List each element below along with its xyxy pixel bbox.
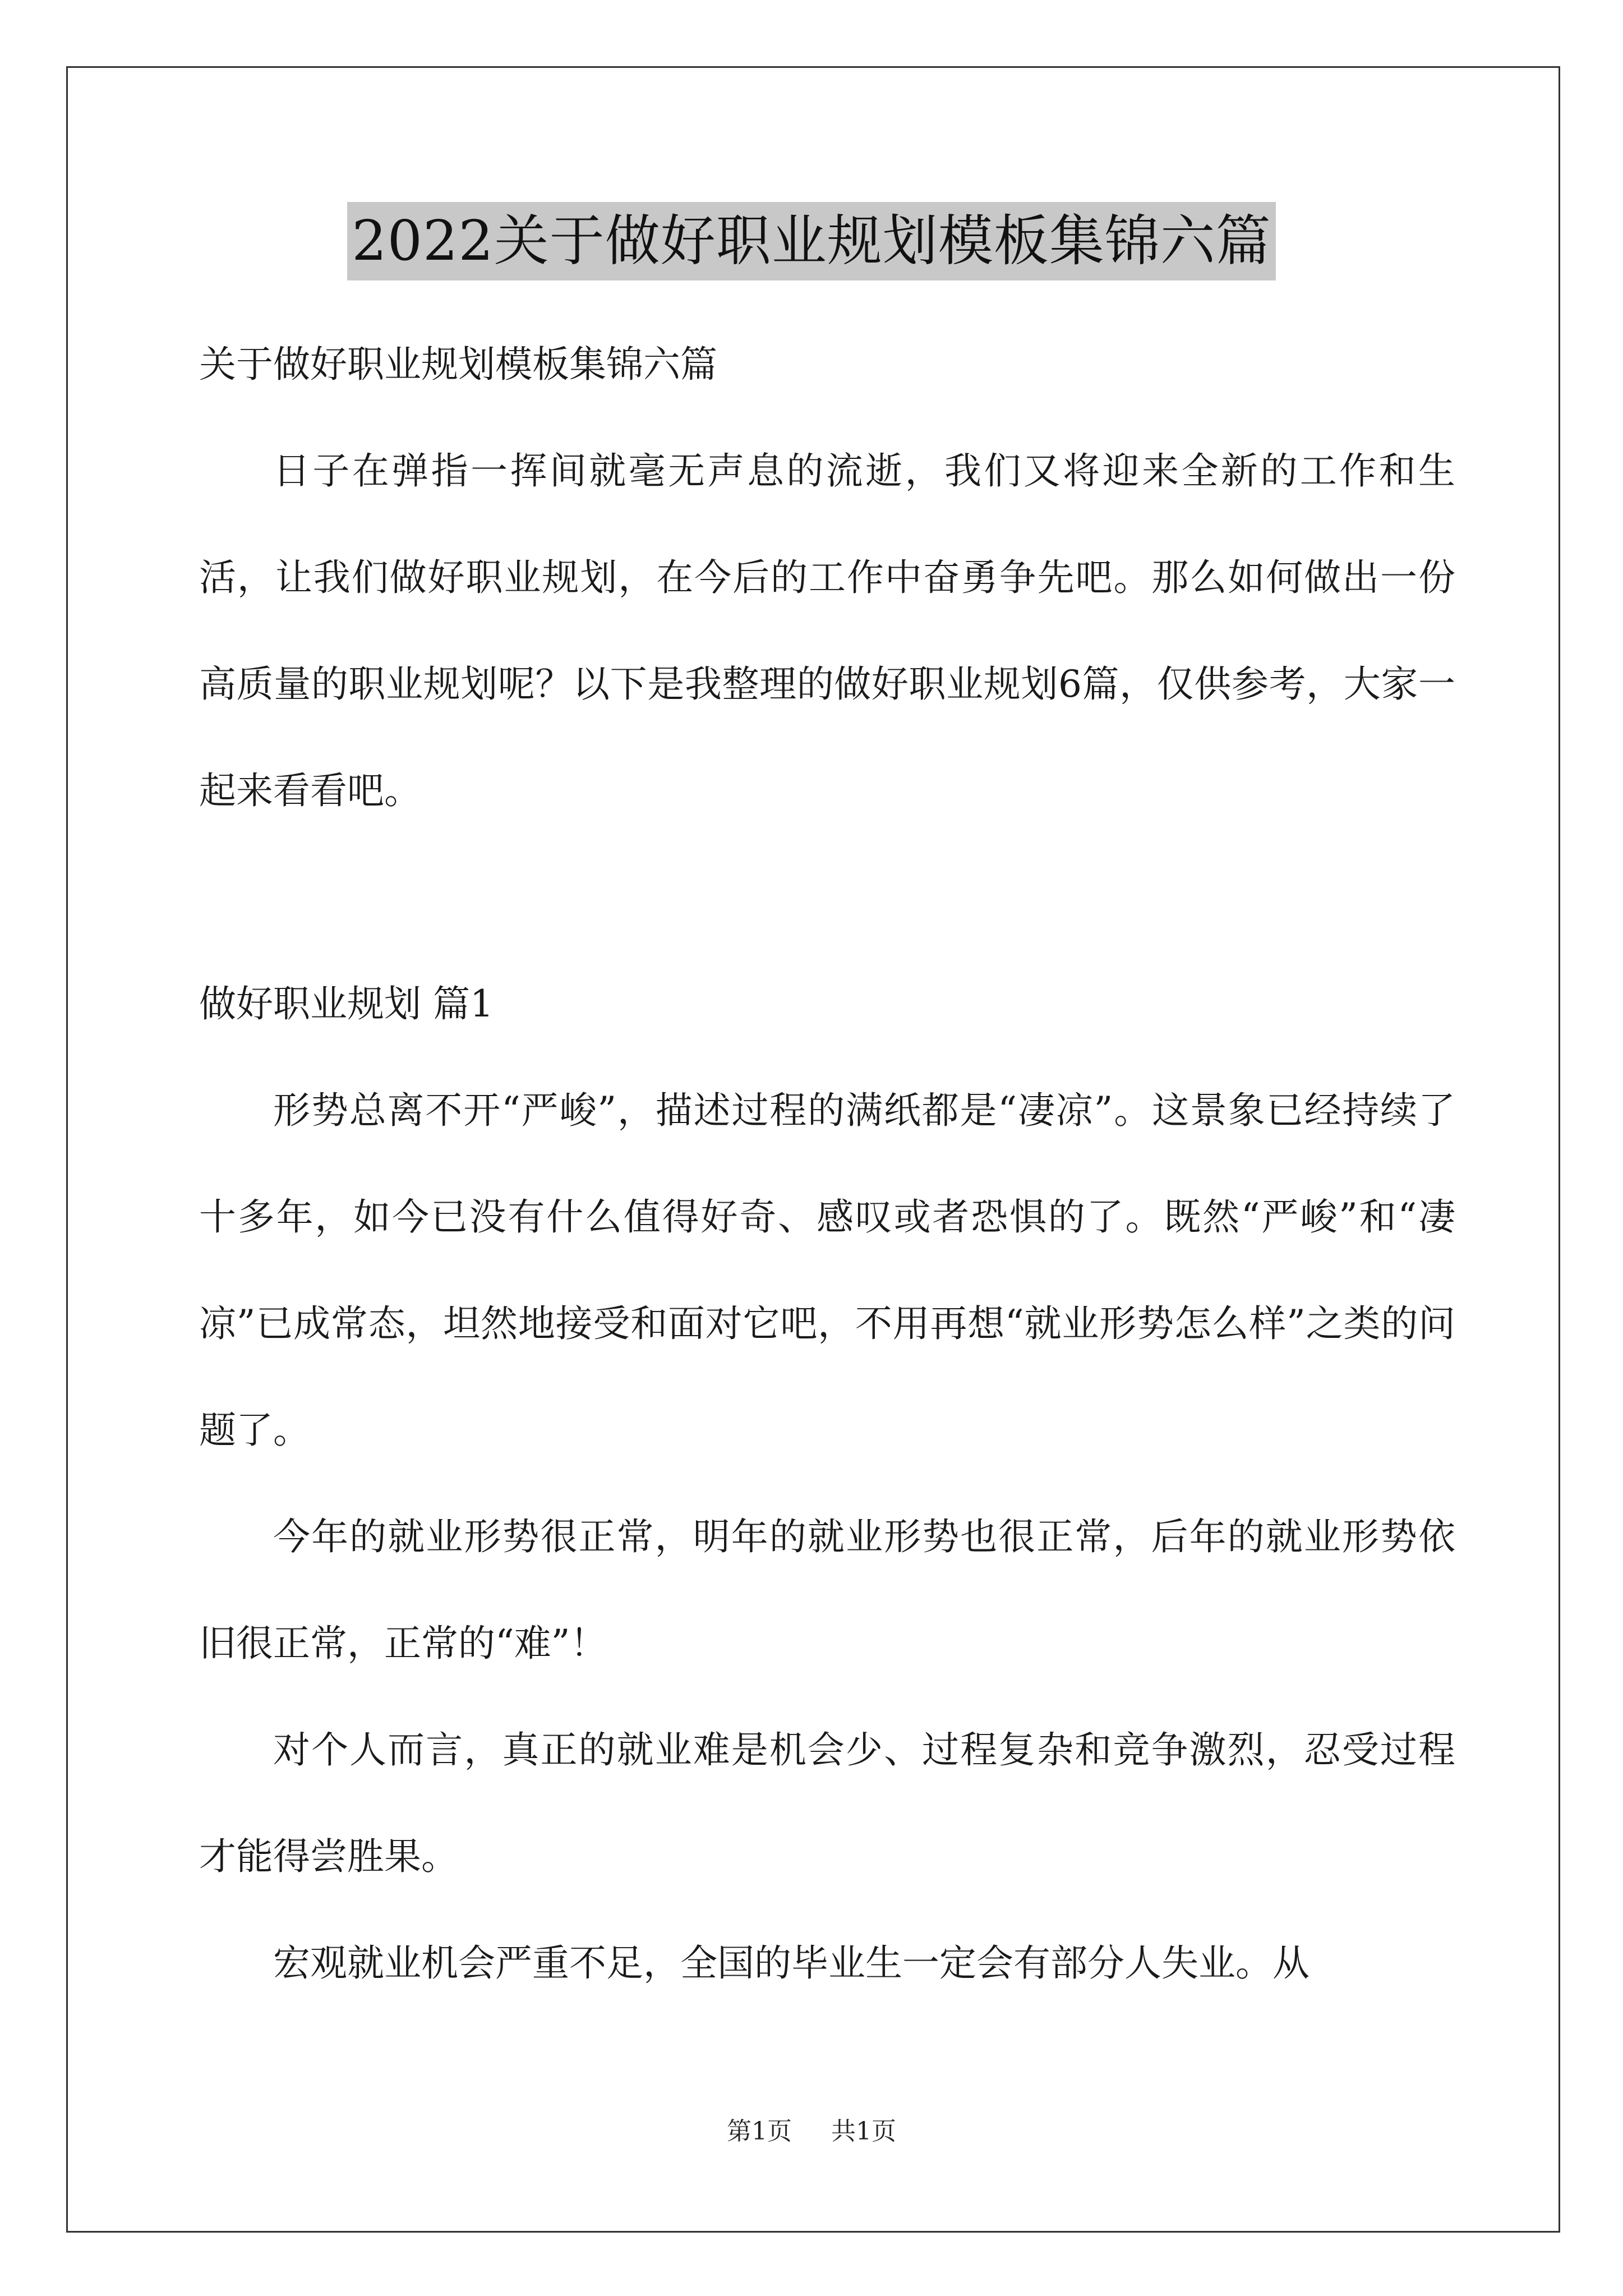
document-title: 2022关于做好职业规划模板集锦六篇 bbox=[347, 202, 1275, 280]
document-body bbox=[199, 311, 1455, 2017]
title-wrapper bbox=[0, 202, 1623, 280]
body-paragraph: 宏观就业机会严重不足，全国的毕业生一定会有部分人失业。从 bbox=[273, 1941, 1310, 1985]
body-paragraph: 对个人而言，真正的就业难是机会少、过程复杂和竞争激烈，忍受过程才能得尝胜果。 bbox=[199, 1728, 1455, 1878]
body-paragraph: 今年的就业形势很正常，明年的就业形势也很正常，后年的就业形势依旧很正常，正常的“难”！ bbox=[199, 1515, 1455, 1665]
page-number-total: 共1页 bbox=[831, 2117, 896, 2146]
document-subtitle: 关于做好职业规划模板集锦六篇 bbox=[199, 343, 717, 386]
section-heading: 做好职业规划 篇1 bbox=[199, 982, 494, 1025]
intro-paragraph: 日子在弹指一挥间就毫无声息的流逝，我们又将迎来全新的工作和生活，让我们做好职业规划，在今后的工作中奋勇争先吧。那么如何做出一份高质量的职业规划呢？以下是我整理的做好职业规划6篇，仅供参考，大家一起来看看吧。 bbox=[199, 449, 1455, 812]
body-paragraph: 形势总离不开“严峻”，描述过程的满纸都是“凄凉”。这景象已经持续了十多年，如今已没有什么值得好奇、感叹或者恐惧的了。既然“严峻”和“凄凉”已成常态，坦然地接受和面对它吧，不用再想“就业形势怎么样”之类的问题了。 bbox=[199, 1089, 1455, 1452]
page-number-current: 第1页 bbox=[727, 2117, 792, 2146]
page-footer bbox=[0, 2115, 1623, 2148]
